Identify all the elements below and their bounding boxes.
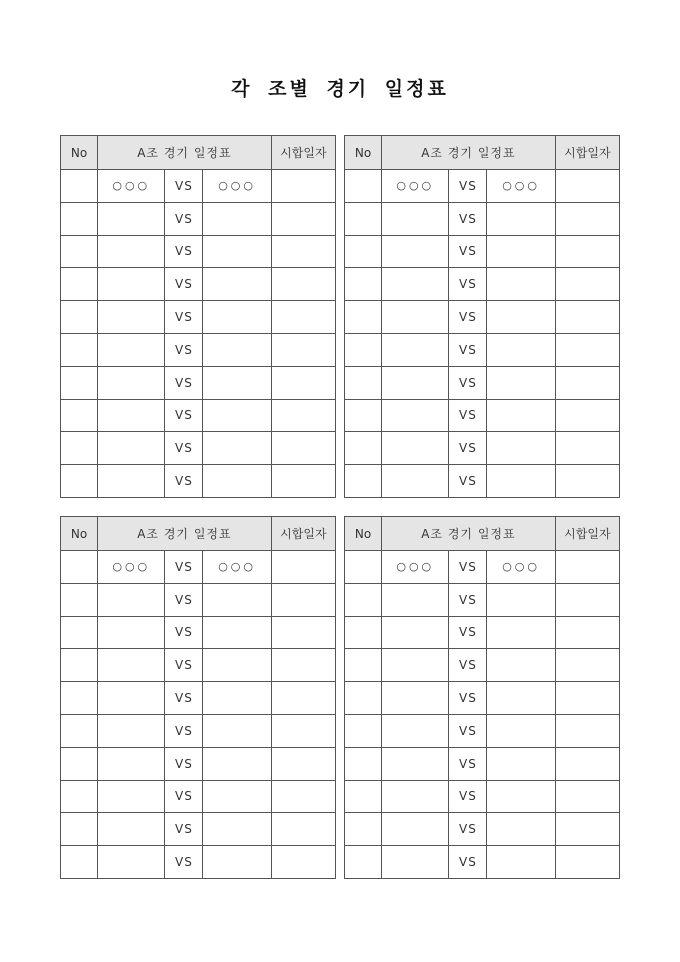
team-b-cell xyxy=(487,780,555,813)
team-a-cell xyxy=(98,465,165,498)
row-number-cell xyxy=(345,714,382,747)
table-row xyxy=(345,202,620,235)
row-number-cell xyxy=(345,268,382,301)
team-b-cell xyxy=(487,682,555,715)
team-b-cell xyxy=(487,714,555,747)
team-a-cell xyxy=(98,649,165,682)
match-date-cell xyxy=(555,551,619,584)
row-number-cell xyxy=(345,780,382,813)
row-number-cell xyxy=(61,616,98,649)
vs-cell: VS xyxy=(449,235,487,268)
vs-cell: VS xyxy=(449,465,487,498)
vs-cell: VS xyxy=(165,268,203,301)
vs-cell: VS xyxy=(449,301,487,334)
vs-cell: VS xyxy=(449,780,487,813)
row-number-cell xyxy=(345,682,382,715)
header-match-date: 시합일자 xyxy=(271,517,335,551)
vs-cell: VS xyxy=(449,399,487,432)
row-number-cell xyxy=(345,551,382,584)
match-date-cell xyxy=(555,846,619,879)
match-date-cell xyxy=(271,747,335,780)
table-header-row xyxy=(345,517,620,551)
match-date-cell xyxy=(555,301,619,334)
match-date-cell xyxy=(271,465,335,498)
vs-cell: VS xyxy=(449,432,487,465)
table-row xyxy=(345,170,620,203)
row-number-cell xyxy=(345,333,382,366)
table-header-row xyxy=(61,136,336,170)
team-a-cell xyxy=(382,682,449,715)
vs-cell: VS xyxy=(165,465,203,498)
team-b-cell xyxy=(487,366,555,399)
row-number-cell xyxy=(345,649,382,682)
vs-cell: VS xyxy=(165,616,203,649)
vs-cell: VS xyxy=(449,649,487,682)
team-a-cell: ○○○ xyxy=(382,551,449,584)
header-match-date: 시합일자 xyxy=(555,517,619,551)
match-date-cell xyxy=(555,583,619,616)
team-a-cell xyxy=(98,616,165,649)
vs-cell: VS xyxy=(449,583,487,616)
row-number-cell xyxy=(61,399,98,432)
match-date-cell xyxy=(271,616,335,649)
team-b-cell xyxy=(203,747,271,780)
team-b-cell xyxy=(487,333,555,366)
row-number-cell xyxy=(61,465,98,498)
team-b-cell xyxy=(487,268,555,301)
team-a-cell xyxy=(98,366,165,399)
match-date-cell xyxy=(271,235,335,268)
match-date-cell xyxy=(555,432,619,465)
table-row xyxy=(61,235,336,268)
table-header-row xyxy=(345,136,620,170)
row-number-cell xyxy=(61,813,98,846)
row-number-cell xyxy=(61,170,98,203)
match-date-cell xyxy=(555,465,619,498)
table-row xyxy=(345,616,620,649)
team-a-cell xyxy=(382,268,449,301)
row-number-cell xyxy=(345,813,382,846)
team-b-cell xyxy=(487,465,555,498)
table-row xyxy=(345,235,620,268)
vs-cell: VS xyxy=(165,366,203,399)
team-a-cell xyxy=(382,813,449,846)
row-number-cell xyxy=(345,366,382,399)
page-title: 각 조별 경기 일정표 xyxy=(231,78,449,100)
vs-cell: VS xyxy=(165,583,203,616)
table-row xyxy=(345,366,620,399)
table-row xyxy=(61,202,336,235)
vs-cell: VS xyxy=(165,551,203,584)
table-row xyxy=(61,366,336,399)
match-date-cell xyxy=(555,202,619,235)
vs-cell: VS xyxy=(165,170,203,203)
team-a-cell xyxy=(382,301,449,334)
match-date-cell xyxy=(271,813,335,846)
team-a-cell xyxy=(98,813,165,846)
table-row xyxy=(61,333,336,366)
header-group-title: A조 경기 일정표 xyxy=(382,517,556,551)
match-date-cell xyxy=(271,682,335,715)
row-number-cell xyxy=(345,202,382,235)
team-a-cell xyxy=(382,202,449,235)
vs-cell: VS xyxy=(165,682,203,715)
vs-cell: VS xyxy=(165,714,203,747)
row-number-cell xyxy=(345,170,382,203)
team-a-cell xyxy=(98,301,165,334)
match-date-cell xyxy=(271,846,335,879)
vs-cell: VS xyxy=(165,333,203,366)
team-b-cell: ○○○ xyxy=(203,551,271,584)
team-b-cell xyxy=(203,366,271,399)
table-row xyxy=(61,583,336,616)
match-date-cell xyxy=(271,333,335,366)
row-number-cell xyxy=(61,780,98,813)
team-b-cell xyxy=(203,235,271,268)
match-date-cell xyxy=(555,333,619,366)
match-date-cell xyxy=(555,813,619,846)
team-b-cell xyxy=(203,333,271,366)
team-a-cell: ○○○ xyxy=(98,551,165,584)
match-date-cell xyxy=(555,714,619,747)
team-a-cell xyxy=(382,583,449,616)
table-row xyxy=(345,465,620,498)
schedule-table xyxy=(344,516,620,879)
table-row xyxy=(345,583,620,616)
table-row xyxy=(345,399,620,432)
table-row xyxy=(61,649,336,682)
row-number-cell xyxy=(61,747,98,780)
table-row xyxy=(345,649,620,682)
match-date-cell xyxy=(271,268,335,301)
table-row xyxy=(61,846,336,879)
header-no: No xyxy=(61,517,98,551)
team-a-cell xyxy=(382,846,449,879)
vs-cell: VS xyxy=(165,649,203,682)
team-a-cell xyxy=(98,682,165,715)
table-row xyxy=(61,465,336,498)
match-date-cell xyxy=(271,714,335,747)
vs-cell: VS xyxy=(449,333,487,366)
schedule-table xyxy=(344,135,620,498)
team-a-cell xyxy=(98,333,165,366)
vs-cell: VS xyxy=(449,747,487,780)
row-number-cell xyxy=(61,846,98,879)
vs-cell: VS xyxy=(449,846,487,879)
team-b-cell xyxy=(203,399,271,432)
row-number-cell xyxy=(345,616,382,649)
row-number-cell xyxy=(345,747,382,780)
table-row xyxy=(345,780,620,813)
team-b-cell xyxy=(203,202,271,235)
team-b-cell xyxy=(487,583,555,616)
team-b-cell xyxy=(487,846,555,879)
team-b-cell xyxy=(487,399,555,432)
vs-cell: VS xyxy=(165,301,203,334)
match-date-cell xyxy=(555,268,619,301)
team-b-cell xyxy=(203,649,271,682)
table-row xyxy=(61,813,336,846)
vs-cell: VS xyxy=(449,268,487,301)
header-no: No xyxy=(61,136,98,170)
match-date-cell xyxy=(271,301,335,334)
team-a-cell xyxy=(382,235,449,268)
team-a-cell: ○○○ xyxy=(98,170,165,203)
table-row xyxy=(345,846,620,879)
team-a-cell xyxy=(98,268,165,301)
table-row xyxy=(61,747,336,780)
vs-cell: VS xyxy=(165,202,203,235)
row-number-cell xyxy=(61,583,98,616)
vs-cell: VS xyxy=(165,399,203,432)
team-b-cell xyxy=(487,747,555,780)
team-a-cell xyxy=(98,780,165,813)
match-date-cell xyxy=(271,551,335,584)
table-row xyxy=(61,399,336,432)
row-number-cell xyxy=(345,583,382,616)
team-a-cell xyxy=(98,583,165,616)
schedule-table xyxy=(60,135,336,498)
row-number-cell xyxy=(345,301,382,334)
table-row xyxy=(61,616,336,649)
team-a-cell xyxy=(98,846,165,879)
team-b-cell: ○○○ xyxy=(487,551,555,584)
row-number-cell xyxy=(61,268,98,301)
vs-cell: VS xyxy=(165,846,203,879)
table-row xyxy=(345,747,620,780)
table-row xyxy=(345,682,620,715)
header-no: No xyxy=(345,136,382,170)
header-group-title: A조 경기 일정표 xyxy=(98,136,272,170)
match-date-cell xyxy=(271,399,335,432)
vs-cell: VS xyxy=(449,202,487,235)
team-b-cell xyxy=(203,268,271,301)
table-row xyxy=(61,301,336,334)
team-a-cell xyxy=(382,432,449,465)
team-a-cell xyxy=(382,465,449,498)
row-number-cell xyxy=(61,649,98,682)
table-row xyxy=(61,170,336,203)
match-date-cell xyxy=(555,649,619,682)
table-row xyxy=(61,682,336,715)
row-number-cell xyxy=(61,235,98,268)
row-number-cell xyxy=(345,465,382,498)
vs-cell: VS xyxy=(165,747,203,780)
table-row xyxy=(61,714,336,747)
schedule-table xyxy=(60,516,336,879)
match-date-cell xyxy=(555,780,619,813)
team-a-cell: ○○○ xyxy=(382,170,449,203)
team-b-cell xyxy=(203,301,271,334)
team-b-cell xyxy=(487,813,555,846)
team-a-cell xyxy=(382,616,449,649)
vs-cell: VS xyxy=(449,616,487,649)
team-b-cell xyxy=(203,714,271,747)
table-row xyxy=(61,268,336,301)
vs-cell: VS xyxy=(165,780,203,813)
team-a-cell xyxy=(382,399,449,432)
team-b-cell xyxy=(487,202,555,235)
header-group-title: A조 경기 일정표 xyxy=(98,517,272,551)
table-row xyxy=(61,432,336,465)
team-b-cell xyxy=(487,616,555,649)
vs-cell: VS xyxy=(449,170,487,203)
team-a-cell xyxy=(98,747,165,780)
match-date-cell xyxy=(271,366,335,399)
match-date-cell xyxy=(271,583,335,616)
team-b-cell: ○○○ xyxy=(203,170,271,203)
row-number-cell xyxy=(345,846,382,879)
row-number-cell xyxy=(61,202,98,235)
team-a-cell xyxy=(382,649,449,682)
header-match-date: 시합일자 xyxy=(555,136,619,170)
match-date-cell xyxy=(271,432,335,465)
match-date-cell xyxy=(555,747,619,780)
vs-cell: VS xyxy=(449,551,487,584)
team-a-cell xyxy=(382,747,449,780)
match-date-cell xyxy=(271,649,335,682)
team-b-cell xyxy=(487,432,555,465)
vs-cell: VS xyxy=(449,366,487,399)
vs-cell: VS xyxy=(449,813,487,846)
header-match-date: 시합일자 xyxy=(271,136,335,170)
team-a-cell xyxy=(382,780,449,813)
vs-cell: VS xyxy=(165,235,203,268)
row-number-cell xyxy=(61,551,98,584)
vs-cell: VS xyxy=(165,813,203,846)
match-date-cell xyxy=(555,616,619,649)
table-row xyxy=(61,780,336,813)
table-row xyxy=(345,551,620,584)
row-number-cell xyxy=(345,399,382,432)
team-a-cell xyxy=(382,366,449,399)
match-date-cell xyxy=(271,780,335,813)
table-row xyxy=(345,714,620,747)
row-number-cell xyxy=(61,432,98,465)
match-date-cell xyxy=(555,366,619,399)
team-b-cell xyxy=(203,682,271,715)
match-date-cell xyxy=(555,235,619,268)
team-b-cell xyxy=(203,432,271,465)
row-number-cell xyxy=(61,301,98,334)
team-b-cell xyxy=(203,465,271,498)
table-row xyxy=(345,333,620,366)
team-b-cell xyxy=(487,235,555,268)
row-number-cell xyxy=(345,432,382,465)
team-a-cell xyxy=(98,202,165,235)
team-b-cell: ○○○ xyxy=(487,170,555,203)
table-row xyxy=(61,551,336,584)
match-date-cell xyxy=(271,170,335,203)
vs-cell: VS xyxy=(449,682,487,715)
team-a-cell xyxy=(98,714,165,747)
table-header-row xyxy=(61,517,336,551)
row-number-cell xyxy=(61,714,98,747)
vs-cell: VS xyxy=(165,432,203,465)
match-date-cell xyxy=(271,202,335,235)
vs-cell: VS xyxy=(449,714,487,747)
team-b-cell xyxy=(203,813,271,846)
table-row xyxy=(345,813,620,846)
team-a-cell xyxy=(382,714,449,747)
team-b-cell xyxy=(203,780,271,813)
row-number-cell xyxy=(345,235,382,268)
team-a-cell xyxy=(98,399,165,432)
match-date-cell xyxy=(555,170,619,203)
row-number-cell xyxy=(61,333,98,366)
team-b-cell xyxy=(487,649,555,682)
team-a-cell xyxy=(382,333,449,366)
header-no: No xyxy=(345,517,382,551)
team-a-cell xyxy=(98,235,165,268)
row-number-cell xyxy=(61,682,98,715)
header-group-title: A조 경기 일정표 xyxy=(382,136,556,170)
row-number-cell xyxy=(61,366,98,399)
table-row xyxy=(345,432,620,465)
team-b-cell xyxy=(487,301,555,334)
match-date-cell xyxy=(555,399,619,432)
team-b-cell xyxy=(203,583,271,616)
table-row xyxy=(345,301,620,334)
match-date-cell xyxy=(555,682,619,715)
team-b-cell xyxy=(203,846,271,879)
team-a-cell xyxy=(98,432,165,465)
table-row xyxy=(345,268,620,301)
team-b-cell xyxy=(203,616,271,649)
